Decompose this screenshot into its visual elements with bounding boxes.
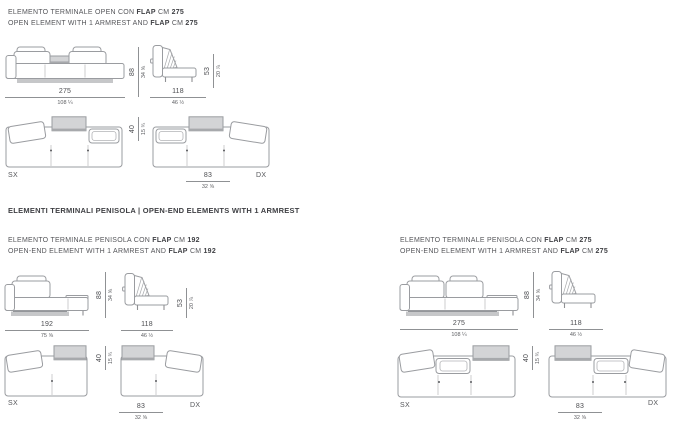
dim-seat-width — [186, 172, 230, 190]
orientation-label-dx: DX — [256, 172, 267, 179]
dim-inch-value: 32 ⅝ — [201, 183, 215, 190]
dim-back-height — [204, 54, 222, 88]
title-text: CM — [171, 19, 184, 27]
dim-cm-value: 53 — [177, 298, 184, 308]
dim-height — [96, 272, 114, 318]
dim-depth — [150, 88, 206, 106]
title-text: CM — [565, 237, 578, 244]
dim-inch-value: 46 ½ — [171, 99, 185, 106]
dim-inch-value: 108 ¼ — [451, 331, 467, 338]
title-text: ELEMENTO TERMINALE OPEN CON — [8, 9, 135, 16]
dim-cm-value: 83 — [136, 403, 146, 410]
dim-cm-value: 40 — [129, 124, 136, 134]
dim-inch-value: 46 ½ — [569, 331, 583, 338]
dimension-line — [558, 412, 602, 413]
dim-flap-depth — [96, 346, 114, 370]
orientation-label-sx: SX — [400, 402, 410, 409]
front-view-drawing — [4, 270, 89, 320]
dimension-line — [138, 47, 139, 97]
dim-overall-width — [5, 88, 125, 106]
dim-cm-value: 88 — [96, 290, 103, 300]
title-line-english — [400, 247, 608, 258]
title-text: OPEN-END ELEMENT WITH 1 ARMREST AND — [8, 247, 167, 255]
dim-cm-value: 275 — [452, 320, 466, 327]
dimension-line — [5, 97, 125, 98]
dimension-line — [186, 288, 187, 318]
dim-cm-value: 118 — [172, 88, 184, 95]
dim-cm-value: 275 — [58, 88, 72, 95]
front-view-drawing — [5, 42, 125, 86]
title-text: OPEN ELEMENT WITH 1 ARMREST AND — [8, 19, 149, 27]
title-bold-flap: FLAP — [136, 9, 156, 16]
title-text: ELEMENTO TERMINALE PENISOLA CON — [8, 237, 151, 244]
dimension-line — [186, 181, 230, 182]
dim-cm-value: 118 — [141, 321, 153, 328]
section-title-top-left — [8, 8, 198, 29]
plan-view-dx-drawing — [547, 345, 667, 398]
dim-inch-value: 32 ⅝ — [134, 414, 148, 421]
title-bold-size: 192 — [187, 237, 200, 244]
plan-view-sx-drawing — [4, 345, 89, 397]
side-view-drawing — [122, 272, 170, 314]
dim-back-height — [177, 288, 195, 318]
title-line-english — [8, 19, 198, 30]
dim-inch-value: 34 ⅝ — [535, 288, 542, 302]
front-view-drawing — [399, 270, 519, 320]
dimension-line — [5, 330, 89, 331]
plan-view-sx-drawing — [5, 116, 123, 168]
category-heading: ELEMENTI TERMINALI PENISOLA | OPEN-END ELEMENTS WITH 1 ARMREST — [8, 206, 300, 215]
title-bold-size: 275 — [579, 237, 592, 244]
dim-cm-value: 40 — [96, 353, 103, 363]
orientation-label-sx: SX — [8, 400, 18, 407]
dim-inch-value: 75 ⅝ — [40, 332, 54, 339]
dimension-line — [121, 330, 173, 331]
title-bold-flap: FLAP — [150, 19, 170, 27]
dimension-line — [119, 412, 163, 413]
dim-cm-value: 40 — [523, 353, 530, 363]
dim-depth — [549, 320, 603, 338]
dim-overall-width — [5, 321, 89, 339]
dimension-line — [138, 117, 139, 141]
dim-depth — [121, 321, 173, 339]
title-bold-flap: FLAP — [544, 237, 564, 244]
title-text: CM — [189, 247, 202, 255]
plan-view-dx-drawing — [119, 345, 204, 397]
dimension-line — [150, 97, 206, 98]
title-text: CM — [173, 237, 186, 244]
orientation-label-dx: DX — [648, 400, 659, 407]
title-text: CM — [157, 9, 170, 16]
dim-inch-value: 20 ⅞ — [188, 296, 195, 310]
title-bold-size: 275 — [171, 9, 185, 16]
title-bold-flap: FLAP — [152, 237, 172, 244]
side-view-drawing — [549, 270, 597, 312]
dim-seat-width — [119, 403, 163, 421]
title-text: ELEMENTO TERMINALE PENISOLA CON — [400, 237, 543, 244]
title-text: CM — [581, 247, 594, 255]
dim-cm-value: 88 — [524, 290, 531, 300]
title-bold-flap: FLAP — [560, 247, 580, 255]
orientation-label-sx: SX — [8, 172, 18, 179]
dimension-line — [532, 346, 533, 370]
dim-height — [524, 272, 542, 318]
dimension-line — [213, 54, 214, 88]
side-view-drawing — [150, 44, 198, 86]
dim-cm-value: 118 — [570, 320, 582, 327]
dim-inch-value: 20 ⅞ — [215, 64, 222, 78]
title-text: OPEN-END ELEMENT WITH 1 ARMREST AND — [400, 247, 559, 255]
dim-cm-value: 88 — [129, 67, 136, 77]
dimension-line — [549, 329, 603, 330]
dim-cm-value: 53 — [204, 66, 211, 76]
dim-overall-width — [400, 320, 518, 338]
dim-flap-depth — [523, 346, 541, 370]
dim-seat-width — [558, 403, 602, 421]
title-line-english — [8, 247, 216, 258]
title-bold-size: 192 — [203, 247, 216, 255]
title-bold-size: 275 — [185, 19, 198, 27]
plan-view-sx-drawing — [397, 345, 517, 398]
title-bold-size: 275 — [595, 247, 608, 255]
title-line-italian — [8, 236, 216, 247]
dimension-line — [400, 329, 518, 330]
dim-inch-value: 34 ⅝ — [140, 65, 147, 79]
dim-inch-value: 15 ¾ — [107, 351, 114, 365]
dim-inch-value: 108 ¼ — [57, 99, 73, 106]
section-title-bottom-right — [400, 236, 608, 257]
dimension-line — [105, 272, 106, 318]
orientation-label-dx: DX — [190, 402, 201, 409]
dim-inch-value: 32 ⅝ — [573, 414, 587, 421]
dim-inch-value: 46 ½ — [140, 332, 154, 339]
dim-inch-value: 34 ⅝ — [107, 288, 114, 302]
dim-cm-value: 83 — [575, 403, 585, 410]
dim-flap-depth — [129, 117, 147, 141]
section-title-bottom-left — [8, 236, 216, 257]
dim-inch-value: 15 ¾ — [534, 351, 541, 365]
title-bold-flap: FLAP — [168, 247, 188, 255]
plan-view-dx-drawing — [152, 116, 270, 168]
title-line-italian — [400, 236, 608, 247]
dim-inch-value: 15 ¾ — [140, 122, 147, 136]
title-line-italian — [8, 8, 198, 19]
dim-height — [129, 47, 147, 97]
dimension-line — [105, 346, 106, 370]
dimension-line — [533, 272, 534, 318]
dim-cm-value: 192 — [40, 321, 54, 328]
dim-cm-value: 83 — [203, 172, 213, 179]
